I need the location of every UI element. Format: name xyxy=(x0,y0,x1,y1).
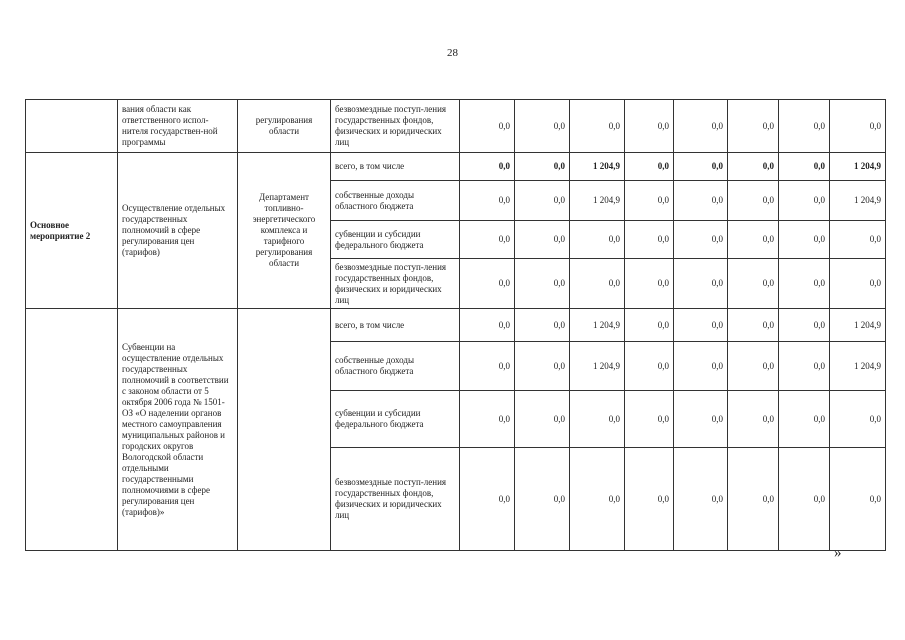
measure-name-cell: Осуществление отдельных государственных полномочий в сфере регулирования цен (тарифов) xyxy=(118,153,238,309)
amount-cell: 0,0 xyxy=(728,259,779,309)
page-number: 28 xyxy=(447,47,458,59)
amount-cell: 0,0 xyxy=(779,448,830,551)
amount-cell: 0,0 xyxy=(515,342,570,391)
amount-cell: 0,0 xyxy=(625,448,674,551)
amount-cell: 0,0 xyxy=(779,221,830,259)
amount-cell: 0,0 xyxy=(460,100,515,153)
amount-cell: 1 204,9 xyxy=(830,153,886,181)
amount-cell: 0,0 xyxy=(779,309,830,342)
funding-source-cell: субвенции и субсидии федерального бюджета xyxy=(331,391,460,448)
budget-table xyxy=(25,99,886,551)
measure-title-cell xyxy=(26,309,118,551)
amount-cell: 0,0 xyxy=(460,153,515,181)
amount-cell: 0,0 xyxy=(779,100,830,153)
measure-name-cell: Субвенции на осуществление отдельных государственных полномочий в соответствии с законом области от 5 октября 2006 года № 1501-ОЗ «О наделении органов местного самоуправления муниципальных районов и городских округов Вологодской области отдельными государственными полномочиями в сфере регулирования цен (тарифов)» xyxy=(118,309,238,551)
continuation-mark: » xyxy=(834,545,842,561)
amount-cell: 0,0 xyxy=(460,181,515,221)
funding-source-cell: собственные доходы областного бюджета xyxy=(331,181,460,221)
amount-cell: 0,0 xyxy=(515,309,570,342)
amount-cell: 0,0 xyxy=(570,391,625,448)
amount-cell: 1 204,9 xyxy=(830,309,886,342)
amount-cell: 0,0 xyxy=(728,391,779,448)
funding-source-cell: всего, в том числе xyxy=(331,153,460,181)
funding-source-cell: всего, в том числе xyxy=(331,309,460,342)
amount-cell: 0,0 xyxy=(625,342,674,391)
amount-cell: 0,0 xyxy=(674,221,728,259)
measure-title-cell: Основное мероприятие 2 xyxy=(26,153,118,309)
amount-cell: 1 204,9 xyxy=(570,342,625,391)
responsible-org-cell: регулирования области xyxy=(238,100,331,153)
amount-cell: 0,0 xyxy=(460,221,515,259)
amount-cell: 0,0 xyxy=(830,259,886,309)
amount-cell: 1 204,9 xyxy=(830,181,886,221)
amount-cell: 0,0 xyxy=(674,181,728,221)
amount-cell: 0,0 xyxy=(460,391,515,448)
amount-cell: 0,0 xyxy=(460,309,515,342)
amount-cell: 0,0 xyxy=(515,448,570,551)
amount-cell: 1 204,9 xyxy=(830,342,886,391)
amount-cell: 0,0 xyxy=(674,153,728,181)
amount-cell: 0,0 xyxy=(728,181,779,221)
amount-cell: 1 204,9 xyxy=(570,309,625,342)
table-body xyxy=(26,100,886,551)
amount-cell: 0,0 xyxy=(625,153,674,181)
amount-cell: 0,0 xyxy=(674,448,728,551)
amount-cell: 0,0 xyxy=(674,391,728,448)
amount-cell: 0,0 xyxy=(728,448,779,551)
amount-cell: 0,0 xyxy=(830,221,886,259)
funding-source-cell: безвозмездные поступ-ления государственных фондов, физических и юридических лиц xyxy=(331,259,460,309)
amount-cell: 0,0 xyxy=(674,100,728,153)
amount-cell: 0,0 xyxy=(728,309,779,342)
amount-cell: 0,0 xyxy=(625,221,674,259)
amount-cell: 0,0 xyxy=(728,153,779,181)
table-row xyxy=(26,100,886,153)
amount-cell: 0,0 xyxy=(515,221,570,259)
funding-source-cell: собственные доходы областного бюджета xyxy=(331,342,460,391)
amount-cell: 0,0 xyxy=(728,342,779,391)
table-row xyxy=(26,309,886,342)
amount-cell: 0,0 xyxy=(779,259,830,309)
amount-cell: 1 204,9 xyxy=(570,153,625,181)
amount-cell: 0,0 xyxy=(460,259,515,309)
amount-cell: 0,0 xyxy=(515,259,570,309)
amount-cell: 0,0 xyxy=(674,342,728,391)
amount-cell: 0,0 xyxy=(625,100,674,153)
amount-cell: 0,0 xyxy=(460,448,515,551)
amount-cell: 0,0 xyxy=(570,259,625,309)
amount-cell: 0,0 xyxy=(830,100,886,153)
amount-cell: 0,0 xyxy=(830,448,886,551)
amount-cell: 0,0 xyxy=(570,100,625,153)
amount-cell: 0,0 xyxy=(728,100,779,153)
amount-cell: 0,0 xyxy=(779,391,830,448)
amount-cell: 0,0 xyxy=(674,309,728,342)
amount-cell: 0,0 xyxy=(515,153,570,181)
amount-cell: 0,0 xyxy=(515,391,570,448)
amount-cell: 0,0 xyxy=(570,221,625,259)
amount-cell: 0,0 xyxy=(625,181,674,221)
funding-source-cell: безвозмездные поступ-ления государственных фондов, физических и юридических лиц xyxy=(331,100,460,153)
table-row xyxy=(26,153,886,181)
amount-cell: 0,0 xyxy=(779,342,830,391)
responsible-org-cell xyxy=(238,309,331,551)
responsible-org-cell: Департамент топливно-энергетического комплекса и тарифного регулирования области xyxy=(238,153,331,309)
measure-name-cell: вания области как ответственного испол-нителя государствен-ной программы xyxy=(118,100,238,153)
amount-cell: 0,0 xyxy=(570,448,625,551)
amount-cell: 0,0 xyxy=(515,181,570,221)
funding-source-cell: безвозмездные поступ-ления государственных фондов, физических и юридических лиц xyxy=(331,448,460,551)
amount-cell: 0,0 xyxy=(830,391,886,448)
amount-cell: 0,0 xyxy=(674,259,728,309)
amount-cell: 0,0 xyxy=(625,259,674,309)
measure-title-cell xyxy=(26,100,118,153)
amount-cell: 1 204,9 xyxy=(570,181,625,221)
funding-source-cell: субвенции и субсидии федерального бюджета xyxy=(331,221,460,259)
amount-cell: 0,0 xyxy=(460,342,515,391)
amount-cell: 0,0 xyxy=(779,153,830,181)
amount-cell: 0,0 xyxy=(515,100,570,153)
amount-cell: 0,0 xyxy=(728,221,779,259)
amount-cell: 0,0 xyxy=(625,309,674,342)
amount-cell: 0,0 xyxy=(625,391,674,448)
amount-cell: 0,0 xyxy=(779,181,830,221)
